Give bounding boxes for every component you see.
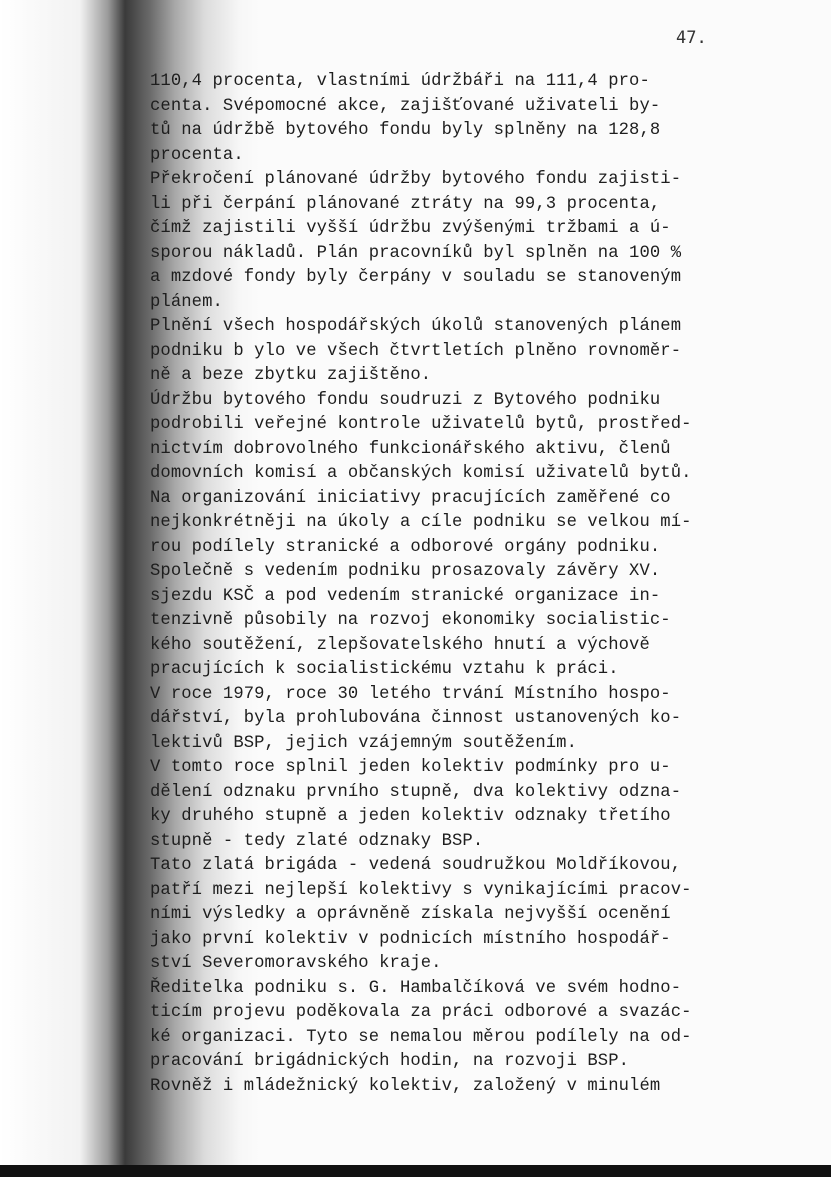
text-line: pracování brigádnických hodin, na rozvoji BSP. <box>150 1052 630 1071</box>
text-line: a mzdové fondy byly čerpány v souladu se stanoveným <box>150 268 682 287</box>
text-line: ství Severomoravského kraje. <box>150 954 442 973</box>
text-line: Překročení plánované údržby bytového fondu zajisti- <box>150 170 682 189</box>
text-line: nictvím dobrovolného funkcionářského aktivu, členů <box>150 439 671 459</box>
text-line: tů na údržbě bytového fondu byly splněny na 128,8 <box>150 121 661 140</box>
text-line: dělení odznaku prvního stupně, dva kolektivy odzna- <box>150 782 682 802</box>
text-line: Údržbu bytového fondu soudruzi z Bytového podniku <box>150 390 661 410</box>
text-line: V roce 1979, roce 30 letého trvání Místního hospo- <box>150 684 671 704</box>
text-line: li při čerpání plánované ztráty na 99,3 procenta, <box>150 194 661 214</box>
text-line: ky druhého stupně a jeden kolektiv odznaky třetího <box>150 807 671 826</box>
text-line: ticím projevu poděkovala za práci odborové a svazác- <box>150 1003 692 1022</box>
text-line: patří mezi nejlepší kolektivy s vynikajícími pracov- <box>150 880 692 900</box>
text-line: Tato zlatá brigáda - vedená soudružkou Moldříkovou, <box>150 856 682 875</box>
text-line: Na organizování iniciativy pracujících zaměřené co <box>150 488 671 508</box>
text-line: Ředitelka podniku s. G. Hambalčíková ve svém hodno- <box>150 978 682 998</box>
scan-border <box>0 1165 831 1177</box>
text-line: rou podílely stranické a odborové orgány podniku. <box>150 537 661 557</box>
text-line: sporou nákladů. Plán pracovníků byl splněn na 100 % <box>150 243 682 263</box>
typewritten-text <box>150 70 692 1099</box>
text-line: V tomto roce splnil jeden kolektiv podmínky pro u- <box>150 758 671 777</box>
text-line: ké organizaci. Tyto se nemalou měrou podílely na od- <box>150 1027 692 1047</box>
text-line: plánem. <box>150 292 223 312</box>
text-line: tenzivně působily na rozvoj ekonomiky socialistic- <box>150 611 671 630</box>
text-line: centa. Svépomocné akce, zajišťované uživateli by- <box>150 96 661 116</box>
text-line: stupně - tedy zlaté odznaky BSP. <box>150 831 484 851</box>
text-line: jako první kolektiv v podnicích místního hospodář- <box>150 929 671 949</box>
text-line: pracujících k socialistickému vztahu k práci. <box>150 660 619 679</box>
text-line: sjezdu KSČ a pod vedením stranické organizace in- <box>150 586 661 606</box>
text-line: Plnění všech hospodářských úkolů stanovených plánem <box>150 317 682 336</box>
text-line: kého soutěžení, zlepšovatelského hnutí a výchově <box>150 635 650 655</box>
text-line: čímž zajistili vyšší údržbu zvýšenými tržbami a ú- <box>150 219 671 238</box>
text-line: podniku b ylo ve všech čtvrtletích plněno rovnoměr- <box>150 341 682 361</box>
text-line: Společně s vedením podniku prosazovaly závěry XV. <box>150 562 661 581</box>
text-line: nejkonkrétněji na úkoly a cíle podniku se velkou mí- <box>150 513 692 532</box>
text-line: lektivů BSP, jejich vzájemným soutěžením. <box>150 733 577 753</box>
page-number: 47. <box>676 28 707 48</box>
text-line: 110,4 procenta, vlastními údržbáři na 111,4 pro- <box>150 72 650 91</box>
text-line: Rovněž i mládežnický kolektiv, založený v minulém <box>150 1076 661 1096</box>
text-line: procenta. <box>150 145 244 165</box>
text-line: ními výsledky a oprávněně získala nejvyšší ocenění <box>150 905 671 924</box>
text-line: dářství, byla prohlubována činnost ustanovených ko- <box>150 709 682 728</box>
text-line: domovních komisí a občanských komisí uživatelů bytů. <box>150 464 692 483</box>
text-line: podrobili veřejné kontrole uživatelů bytů, prostřed- <box>150 415 692 434</box>
text-line: ně a beze zbytku zajištěno. <box>150 366 432 385</box>
